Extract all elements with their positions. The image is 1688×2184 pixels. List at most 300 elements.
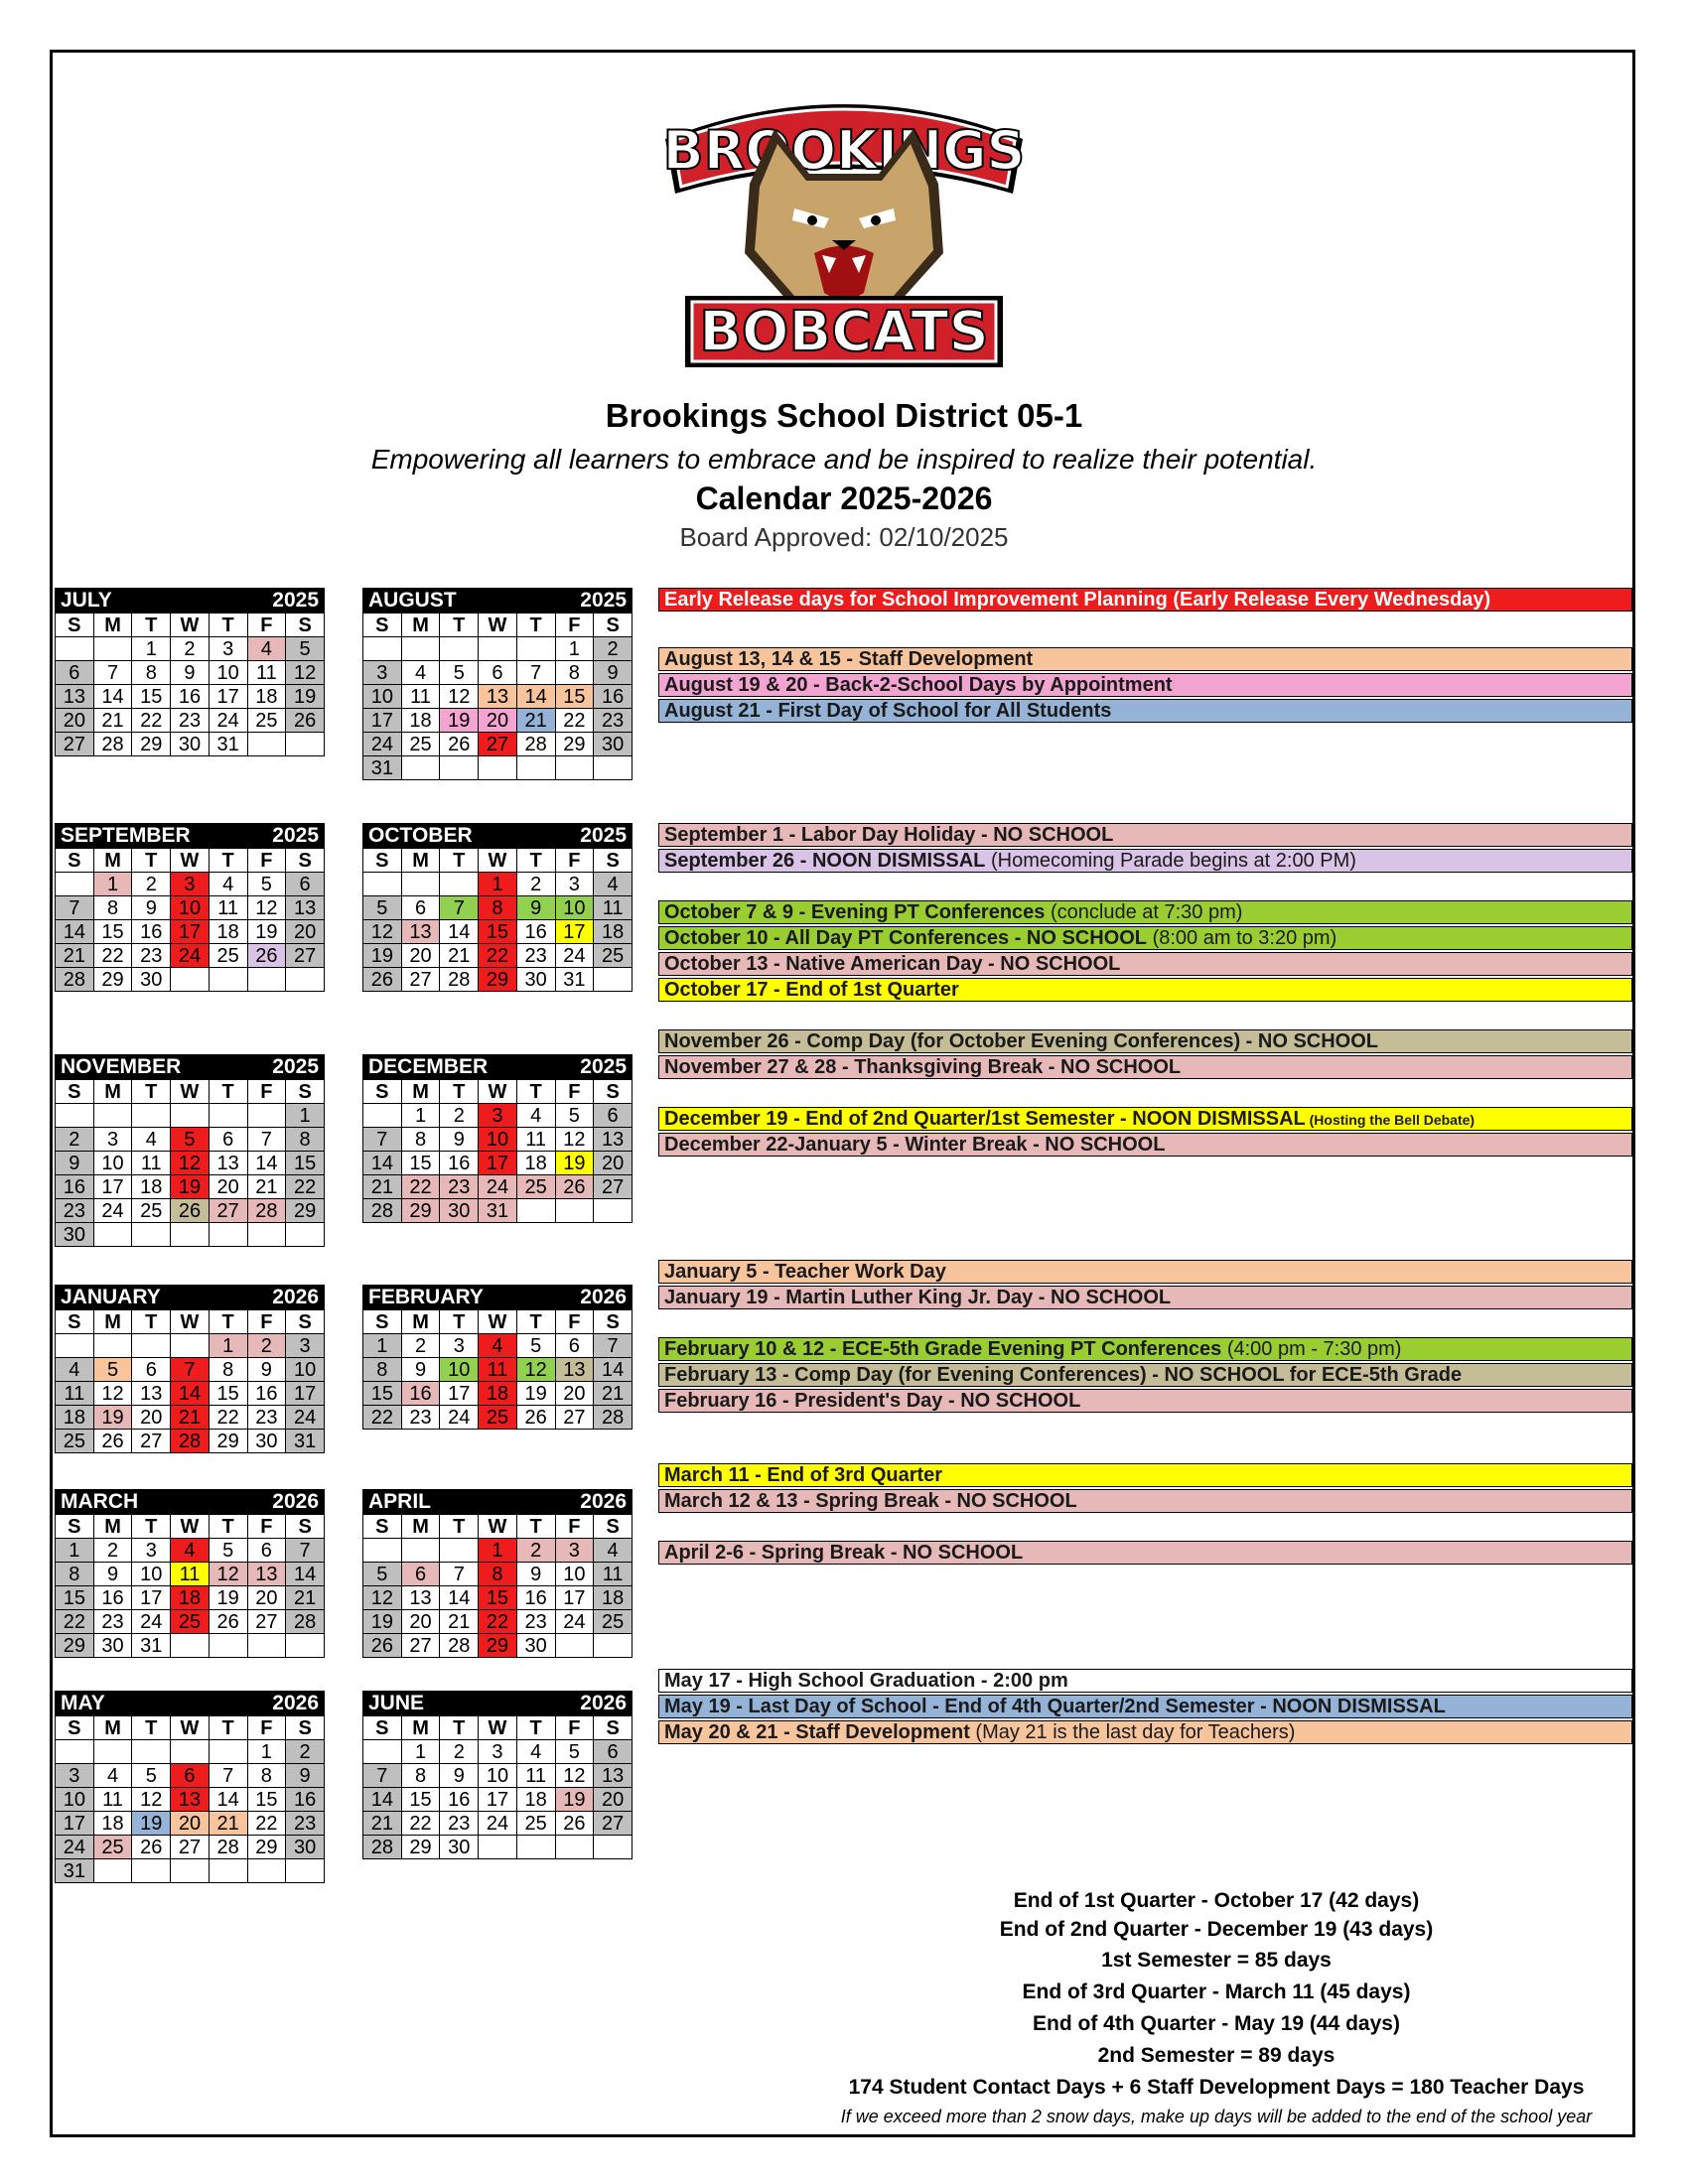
- event-item: [658, 823, 1632, 847]
- month-may: [55, 1691, 325, 1883]
- day-cell: 21: [440, 944, 479, 968]
- empty-cell: [132, 1740, 171, 1764]
- weekday-header: T: [440, 1080, 479, 1104]
- day-cell: 16: [132, 920, 171, 944]
- weekday-header: S: [363, 614, 402, 637]
- day-cell: 6: [479, 661, 517, 685]
- weekday-header: M: [93, 1310, 132, 1334]
- day-cell: 29: [479, 968, 517, 992]
- month-header: [55, 588, 325, 613]
- weekday-header: M: [93, 849, 132, 873]
- event-text: November 26 - Comp Day (for October Evening Conferences) - NO SCHOOL: [664, 1030, 1379, 1052]
- day-cell: 28: [363, 1199, 402, 1223]
- month-year: 2026: [580, 1489, 627, 1513]
- day-cell: 23: [516, 1610, 555, 1634]
- day-cell: 27: [479, 733, 517, 756]
- day-cell: 24: [171, 944, 210, 968]
- day-cell: 4: [56, 1358, 94, 1382]
- day-cell: 1: [363, 1334, 402, 1358]
- month-march: [55, 1489, 325, 1658]
- day-cell: 10: [171, 896, 210, 920]
- empty-cell: [594, 1199, 633, 1223]
- day-cell: 7: [516, 661, 555, 685]
- month-header: [55, 1054, 325, 1079]
- event-text: January 19 - Martin Luther King Jr. Day - NO SCHOOL: [664, 1287, 1172, 1308]
- empty-cell: [363, 873, 402, 896]
- empty-cell: [93, 1740, 132, 1764]
- empty-cell: [56, 1104, 94, 1128]
- month-october: [362, 823, 633, 992]
- day-cell: 28: [516, 733, 555, 756]
- event-item: [658, 1337, 1632, 1361]
- day-cell: 1: [56, 1539, 94, 1563]
- weekday-header: T: [440, 849, 479, 873]
- day-cell: 14: [363, 1152, 402, 1175]
- day-cell: 7: [93, 661, 132, 685]
- day-cell: 28: [247, 1199, 286, 1223]
- event-text: May 19 - Last Day of School - End of 4th Quarter/2nd Semester - NOON DISMISSAL: [664, 1696, 1446, 1717]
- event-text: February 10 & 12 - ECE-5th Grade Evening PT Conferences: [664, 1338, 1222, 1360]
- event-note-small: (Hosting the Bell Debate): [1305, 1112, 1476, 1128]
- empty-cell: [555, 756, 594, 780]
- day-cell: 23: [171, 709, 210, 733]
- day-cell: 10: [555, 896, 594, 920]
- weekday-header: F: [247, 1310, 286, 1334]
- empty-cell: [401, 873, 440, 896]
- day-cell: 28: [594, 1406, 633, 1430]
- day-cell: 17: [93, 1175, 132, 1199]
- day-cell: 9: [171, 661, 210, 685]
- day-cell: 17: [209, 685, 247, 709]
- day-cell: 2: [171, 637, 210, 661]
- day-cell: 3: [440, 1334, 479, 1358]
- day-cell: 7: [363, 1764, 402, 1788]
- weekday-header: T: [132, 614, 171, 637]
- empty-cell: [247, 1634, 286, 1658]
- snow-day-note: If we exceed more than 2 snow days, make up days will be added to the end of the school year: [840, 2107, 1593, 2126]
- event-text: December 19 - End of 2nd Quarter/1st Semester - NOON DISMISSAL: [664, 1108, 1306, 1130]
- day-cell: 4: [594, 1539, 633, 1563]
- day-cell: 24: [440, 1406, 479, 1430]
- day-cell: 11: [93, 1788, 132, 1812]
- event-item: [658, 647, 1632, 671]
- day-cell: 21: [56, 944, 94, 968]
- day-cell: 23: [56, 1199, 94, 1223]
- event-item: [658, 952, 1632, 976]
- day-cell: 23: [247, 1406, 286, 1430]
- month-name: JULY: [61, 588, 112, 612]
- day-cell: 16: [286, 1788, 325, 1812]
- summary-line: End of 1st Quarter - October 17 (42 days): [1013, 1889, 1420, 1912]
- empty-cell: [93, 637, 132, 661]
- weekday-header: F: [555, 614, 594, 637]
- day-cell: 23: [93, 1610, 132, 1634]
- day-cell: 15: [363, 1382, 402, 1406]
- day-cell: 23: [594, 709, 633, 733]
- day-cell: 7: [286, 1539, 325, 1563]
- day-cell: 18: [93, 1812, 132, 1836]
- day-cell: 22: [286, 1175, 325, 1199]
- day-cell: 7: [247, 1128, 286, 1152]
- empty-cell: [286, 733, 325, 756]
- weekday-header: F: [247, 1716, 286, 1740]
- empty-cell: [363, 637, 402, 661]
- day-cell: 7: [209, 1764, 247, 1788]
- day-cell: 19: [286, 685, 325, 709]
- day-cell: 22: [363, 1406, 402, 1430]
- day-cell: 16: [440, 1152, 479, 1175]
- day-cell: 11: [516, 1128, 555, 1152]
- month-september: [55, 823, 325, 992]
- day-cell: 20: [247, 1586, 286, 1610]
- day-cell: 8: [363, 1358, 402, 1382]
- day-cell: 28: [171, 1430, 210, 1453]
- day-cell: 30: [171, 733, 210, 756]
- event-item: [658, 1029, 1632, 1053]
- day-cell: 27: [247, 1610, 286, 1634]
- empty-cell: [479, 1836, 517, 1859]
- day-cell: 7: [440, 896, 479, 920]
- empty-cell: [363, 1539, 402, 1563]
- day-cell: 8: [247, 1764, 286, 1788]
- month-year: 2026: [272, 1691, 319, 1714]
- weekday-header: M: [93, 1515, 132, 1539]
- weekday-header: W: [171, 1515, 210, 1539]
- empty-cell: [209, 968, 247, 992]
- day-cell: 13: [594, 1764, 633, 1788]
- empty-cell: [247, 1104, 286, 1128]
- day-cell: 15: [401, 1788, 440, 1812]
- event-text: October 7 & 9 - Evening PT Conferences: [664, 901, 1046, 923]
- day-cell: 18: [594, 1586, 633, 1610]
- day-cell: 8: [209, 1358, 247, 1382]
- weekday-header: F: [247, 614, 286, 637]
- day-cell: 6: [594, 1740, 633, 1764]
- weekday-header: M: [401, 1515, 440, 1539]
- weekday-header: S: [594, 1080, 633, 1104]
- empty-cell: [93, 1859, 132, 1883]
- empty-cell: [56, 1740, 94, 1764]
- day-cell: 15: [479, 1586, 517, 1610]
- day-cell: 24: [479, 1812, 517, 1836]
- weekday-header: T: [440, 1310, 479, 1334]
- event-text: October 17 - End of 1st Quarter: [664, 979, 959, 1001]
- day-cell: 25: [171, 1610, 210, 1634]
- day-cell: 5: [440, 661, 479, 685]
- day-cell: 2: [440, 1740, 479, 1764]
- day-cell: 24: [132, 1610, 171, 1634]
- day-cell: 11: [594, 1563, 633, 1586]
- day-cell: 26: [93, 1430, 132, 1453]
- day-cell: 25: [132, 1199, 171, 1223]
- empty-cell: [401, 637, 440, 661]
- day-cell: 28: [286, 1610, 325, 1634]
- weekday-header: F: [555, 1515, 594, 1539]
- day-cell: 30: [132, 968, 171, 992]
- day-cell: 26: [209, 1610, 247, 1634]
- empty-cell: [132, 1104, 171, 1128]
- empty-cell: [209, 1859, 247, 1883]
- day-cell: 13: [56, 685, 94, 709]
- day-cell: 18: [209, 920, 247, 944]
- empty-cell: [555, 1836, 594, 1859]
- day-cell: 30: [516, 968, 555, 992]
- month-year: 2026: [580, 1691, 627, 1714]
- day-cell: 10: [286, 1358, 325, 1382]
- day-cell: 8: [286, 1128, 325, 1152]
- month-header: [55, 1691, 325, 1715]
- month-december: [362, 1054, 633, 1223]
- empty-cell: [132, 1859, 171, 1883]
- day-cell: 30: [247, 1430, 286, 1453]
- district-name: Brookings School District 05-1: [605, 397, 1083, 434]
- day-cell: 21: [594, 1382, 633, 1406]
- event-note: (conclude at 7:30 pm): [1045, 901, 1243, 923]
- day-cell: 16: [440, 1788, 479, 1812]
- event-item: [658, 1286, 1632, 1309]
- weekday-header: F: [247, 1515, 286, 1539]
- day-cell: 13: [132, 1382, 171, 1406]
- day-cell: 23: [516, 944, 555, 968]
- day-cell: 26: [516, 1406, 555, 1430]
- event-note: (4:00 pm - 7:30 pm): [1221, 1338, 1402, 1360]
- empty-cell: [132, 1223, 171, 1247]
- weekday-header: M: [93, 1080, 132, 1104]
- day-cell: 20: [286, 920, 325, 944]
- weekday-header: S: [286, 1515, 325, 1539]
- day-cell: 16: [516, 920, 555, 944]
- day-cell: 10: [132, 1563, 171, 1586]
- day-cell: 22: [132, 709, 171, 733]
- day-cell: 28: [56, 968, 94, 992]
- day-cell: 14: [440, 1586, 479, 1610]
- month-name: SEPTEMBER: [61, 823, 191, 847]
- day-cell: 16: [516, 1586, 555, 1610]
- empty-cell: [286, 1859, 325, 1883]
- day-cell: 10: [479, 1764, 517, 1788]
- month-name: JUNE: [368, 1691, 425, 1714]
- month-header: [362, 1054, 633, 1079]
- day-cell: 20: [171, 1812, 210, 1836]
- day-cell: 4: [479, 1334, 517, 1358]
- day-cell: 10: [555, 1563, 594, 1586]
- event-note: (Homecoming Parade begins at 2:00 PM): [985, 850, 1356, 872]
- day-cell: 27: [209, 1199, 247, 1223]
- day-cell: 1: [132, 637, 171, 661]
- day-cell: 21: [93, 709, 132, 733]
- empty-cell: [209, 1740, 247, 1764]
- day-cell: 25: [209, 944, 247, 968]
- day-cell: 5: [555, 1104, 594, 1128]
- month-header: [362, 588, 633, 613]
- empty-cell: [209, 1634, 247, 1658]
- weekday-header: S: [594, 1515, 633, 1539]
- day-cell: 24: [209, 709, 247, 733]
- day-cell: 12: [555, 1764, 594, 1788]
- month-year: 2026: [272, 1489, 319, 1513]
- event-item: [658, 1260, 1632, 1284]
- day-cell: 15: [401, 1152, 440, 1175]
- day-cell: 8: [479, 896, 517, 920]
- month-year: 2025: [580, 588, 627, 612]
- day-cell: 6: [594, 1104, 633, 1128]
- day-cell: 16: [594, 685, 633, 709]
- empty-cell: [171, 1859, 210, 1883]
- day-cell: 13: [401, 1586, 440, 1610]
- day-cell: 23: [440, 1812, 479, 1836]
- day-cell: 6: [171, 1764, 210, 1788]
- empty-cell: [363, 1104, 402, 1128]
- day-cell: 16: [93, 1586, 132, 1610]
- day-cell: 20: [56, 709, 94, 733]
- day-cell: 14: [594, 1358, 633, 1382]
- empty-cell: [440, 1539, 479, 1563]
- day-cell: 6: [401, 1563, 440, 1586]
- day-cell: 20: [594, 1152, 633, 1175]
- day-cell: 18: [56, 1406, 94, 1430]
- day-cell: 18: [401, 709, 440, 733]
- day-cell: 27: [286, 944, 325, 968]
- month-header: [362, 823, 633, 848]
- empty-cell: [594, 1836, 633, 1859]
- weekday-header: T: [209, 1515, 247, 1539]
- day-cell: 9: [93, 1563, 132, 1586]
- day-cell: 24: [555, 944, 594, 968]
- day-cell: 23: [286, 1812, 325, 1836]
- month-header: [55, 1489, 325, 1514]
- weekday-header: W: [171, 849, 210, 873]
- event-item: [658, 1720, 1632, 1744]
- day-cell: 31: [555, 968, 594, 992]
- empty-cell: [56, 637, 94, 661]
- empty-cell: [171, 968, 210, 992]
- event-text: February 16 - President's Day - NO SCHOOL: [664, 1390, 1081, 1412]
- empty-cell: [171, 1740, 210, 1764]
- day-cell: 28: [209, 1836, 247, 1859]
- day-cell: 21: [209, 1812, 247, 1836]
- event-text: April 2-6 - Spring Break - NO SCHOOL: [664, 1542, 1024, 1564]
- day-cell: 18: [132, 1175, 171, 1199]
- day-cell: 12: [209, 1563, 247, 1586]
- event-text: February 13 - Comp Day (for Evening Conferences) - NO SCHOOL for ECE-5th Grade: [664, 1364, 1463, 1386]
- day-cell: 22: [56, 1610, 94, 1634]
- day-cell: 25: [401, 733, 440, 756]
- weekday-header: S: [594, 1716, 633, 1740]
- empty-cell: [594, 1634, 633, 1658]
- weekday-header: S: [56, 1515, 94, 1539]
- empty-cell: [247, 733, 286, 756]
- day-cell: 20: [594, 1788, 633, 1812]
- empty-cell: [56, 873, 94, 896]
- day-cell: 15: [479, 920, 517, 944]
- weekday-header: T: [209, 1310, 247, 1334]
- day-cell: 22: [401, 1175, 440, 1199]
- summary-line: 1st Semester = 85 days: [1101, 1949, 1332, 1972]
- day-cell: 15: [209, 1382, 247, 1406]
- weekday-header: W: [479, 1716, 517, 1740]
- day-cell: 4: [209, 873, 247, 896]
- empty-cell: [93, 1223, 132, 1247]
- summary-line: End of 3rd Quarter - March 11 (45 days): [1022, 1980, 1411, 2003]
- event-item: [658, 1389, 1632, 1413]
- day-cell: 26: [555, 1812, 594, 1836]
- day-cell: 30: [594, 733, 633, 756]
- day-cell: 2: [594, 637, 633, 661]
- event-item: [658, 699, 1632, 723]
- empty-cell: [209, 1104, 247, 1128]
- month-name: APRIL: [368, 1489, 431, 1513]
- day-cell: 27: [171, 1836, 210, 1859]
- empty-cell: [171, 1223, 210, 1247]
- month-name: OCTOBER: [368, 823, 473, 847]
- day-cell: 22: [247, 1812, 286, 1836]
- day-cell: 14: [247, 1152, 286, 1175]
- event-text: October 13 - Native American Day - NO SCHOOL: [664, 953, 1121, 975]
- day-cell: 10: [440, 1358, 479, 1382]
- weekday-header: F: [555, 1310, 594, 1334]
- weekday-header: T: [440, 1716, 479, 1740]
- day-cell: 29: [401, 1199, 440, 1223]
- day-cell: 5: [516, 1334, 555, 1358]
- day-cell: 12: [363, 1586, 402, 1610]
- day-cell: 26: [440, 733, 479, 756]
- day-cell: 18: [594, 920, 633, 944]
- day-cell: 3: [555, 873, 594, 896]
- day-cell: 26: [363, 1634, 402, 1658]
- mission-statement: Empowering all learners to embrace and be inspired to realize their potential.: [370, 444, 1318, 475]
- weekday-header: F: [247, 849, 286, 873]
- day-cell: 31: [132, 1634, 171, 1658]
- weekday-header: S: [363, 1716, 402, 1740]
- day-cell: 8: [401, 1764, 440, 1788]
- summary-line: 174 Student Contact Days + 6 Staff Development Days = 180 Teacher Days: [848, 2076, 1585, 2099]
- day-cell: 9: [401, 1358, 440, 1382]
- empty-cell: [594, 756, 633, 780]
- weekday-header: T: [516, 1515, 555, 1539]
- day-cell: 15: [247, 1788, 286, 1812]
- day-cell: 24: [286, 1406, 325, 1430]
- empty-cell: [171, 1104, 210, 1128]
- event-text: May 20 & 21 - Staff Development: [664, 1721, 970, 1743]
- day-cell: 8: [401, 1128, 440, 1152]
- day-cell: 3: [132, 1539, 171, 1563]
- day-cell: 12: [93, 1382, 132, 1406]
- weekday-header: T: [516, 849, 555, 873]
- month-name: JANUARY: [61, 1285, 161, 1308]
- day-cell: 23: [440, 1175, 479, 1199]
- day-cell: 30: [440, 1199, 479, 1223]
- day-cell: 1: [286, 1104, 325, 1128]
- day-cell: 3: [363, 661, 402, 685]
- month-name: NOVEMBER: [61, 1054, 182, 1078]
- weekday-header: W: [479, 1080, 517, 1104]
- day-cell: 17: [555, 1586, 594, 1610]
- day-cell: 10: [479, 1128, 517, 1152]
- day-cell: 29: [555, 733, 594, 756]
- day-cell: 29: [247, 1836, 286, 1859]
- calendar-title: Calendar 2025-2026: [695, 480, 993, 516]
- day-cell: 30: [440, 1836, 479, 1859]
- day-cell: 8: [132, 661, 171, 685]
- day-cell: 16: [56, 1175, 94, 1199]
- day-cell: 1: [555, 637, 594, 661]
- day-cell: 13: [594, 1128, 633, 1152]
- month-name: FEBRUARY: [368, 1285, 484, 1308]
- day-cell: 27: [401, 1634, 440, 1658]
- day-cell: 14: [516, 685, 555, 709]
- day-cell: 12: [247, 896, 286, 920]
- day-cell: 10: [93, 1152, 132, 1175]
